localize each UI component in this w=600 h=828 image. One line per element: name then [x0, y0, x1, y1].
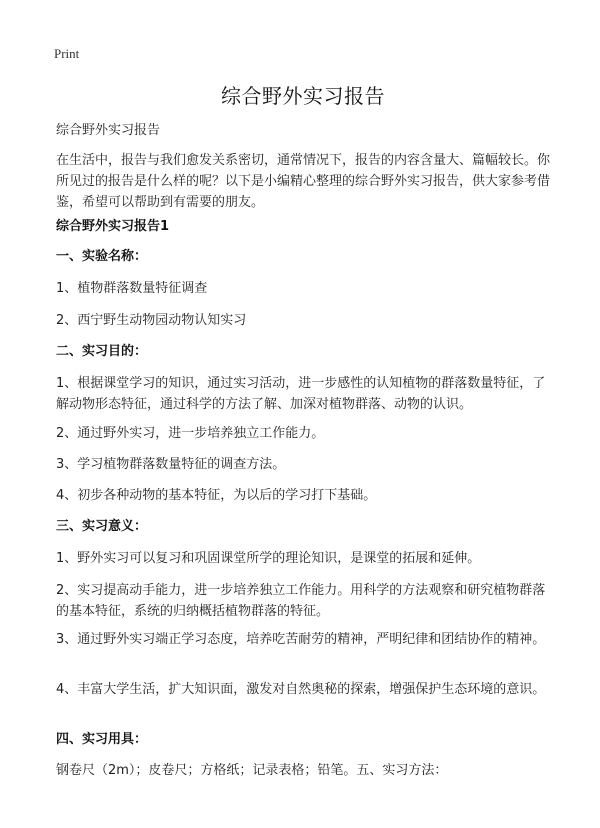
list-item: 1、野外实习可以复习和巩固课堂所学的理论知识，是课堂的拓展和延伸。 [56, 551, 481, 566]
print-link[interactable]: Print [54, 46, 80, 61]
report-heading: 综合野外实习报告1 [56, 219, 170, 234]
list-item: 4、初步各种动物的基本特征，为以后的学习打下基础。 [56, 488, 377, 503]
section-heading-purpose: 二、实习目的： [56, 344, 148, 359]
tools-paragraph: 钢卷尺（2m）；皮卷尺；方格纸；记录表格；铅笔。五、实习方法： [56, 763, 448, 778]
intro-paragraph: 在生活中，报告与我们愈发关系密切，通常情况下，报告的内容含量大、篇幅较长。你所见过的报告是什么样的呢？以下是小编精心整理的综合野外实习报告，供大家参考借鉴，希望可以帮助到有需要的朋友。 [56, 153, 551, 210]
list-item: 2、实习提高动手能力，进一步培养独立工作能力。用科学的方法观察和研究植物群落的基本特征，系统的归纳概括植物群落的特征。 [56, 583, 546, 619]
list-item: 1、根据课堂学习的知识，通过实习活动，进一步感性的认知植物的群落数量特征，了解动物形态特征，通过科学的方法了解、加深对植物群落、动物的认识。 [56, 376, 546, 412]
list-item: 2、西宁野生动物园动物认知实习 [56, 313, 247, 328]
list-item: 3、通过野外实习端正学习态度，培养吃苦耐劳的精神，严明纪律和团结协作的精神。 [56, 632, 546, 647]
list-item: 4、丰富大学生活，扩大知识面，激发对自然奥秘的探索，增强保护生态环境的意识。 [56, 682, 546, 697]
page-title: 综合野外实习报告 [221, 84, 385, 108]
section-heading-tools: 四、实习用具： [56, 732, 148, 747]
list-item: 3、学习植物群落数量特征的调查方法。 [56, 457, 286, 472]
section-heading-experiment-name: 一、实验名称： [56, 249, 148, 264]
list-item: 2、通过野外实习，进一步培养独立工作能力。 [56, 426, 325, 441]
document-subtitle: 综合野外实习报告 [56, 123, 161, 138]
section-heading-significance: 三、实习意义： [56, 519, 148, 534]
list-item: 1、植物群落数量特征调查 [56, 281, 208, 296]
